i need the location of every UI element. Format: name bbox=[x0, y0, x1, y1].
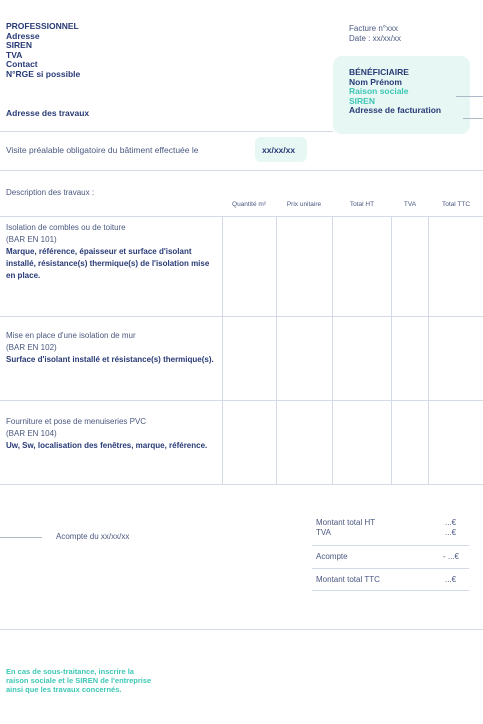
table-column-divider bbox=[391, 216, 392, 484]
deposit-label: Acompte du xx/xx/xx bbox=[56, 532, 130, 541]
table-row bbox=[6, 416, 216, 452]
professional-title: PROFESSIONNEL bbox=[6, 21, 79, 31]
tva-value: ...€ bbox=[445, 528, 457, 537]
beneficiary-title: BÉNÉFICIAIRE bbox=[349, 67, 409, 77]
invoice-info bbox=[349, 24, 401, 44]
invoice-number: Facture n°xxx bbox=[349, 24, 398, 33]
row-title: Mise en place d'une isolation de mur bbox=[6, 331, 136, 340]
divider bbox=[0, 170, 483, 171]
table-column-divider bbox=[332, 216, 333, 484]
callout-line bbox=[463, 118, 483, 119]
table-row bbox=[6, 222, 216, 282]
row-code: (BAR EN 101) bbox=[6, 235, 57, 244]
beneficiary-company: Raison sociale bbox=[349, 86, 409, 97]
table-row-divider bbox=[0, 216, 483, 217]
professional-rge: N°RGE si possible bbox=[6, 68, 81, 79]
total-ttc-label: Montant total TTC bbox=[316, 575, 380, 584]
acompte-value: - ...€ bbox=[443, 552, 460, 561]
row-code: (BAR EN 102) bbox=[6, 343, 57, 352]
callout-line bbox=[0, 537, 42, 538]
professional-siren: SIREN bbox=[6, 40, 32, 51]
row-code: (BAR EN 104) bbox=[6, 429, 57, 438]
column-header-total-ttc: Total TTC bbox=[441, 201, 471, 208]
total-ht-label: Montant total HT bbox=[316, 518, 376, 527]
callout-line bbox=[456, 96, 483, 97]
table-row-divider bbox=[0, 316, 483, 317]
divider bbox=[0, 131, 333, 132]
row-detail: Surface d'isolant installé et résistance(s) thermique(s). bbox=[6, 355, 214, 364]
beneficiary-siren: SIREN bbox=[349, 95, 375, 106]
row-title: Fourniture et pose de menuiseries PVC bbox=[6, 417, 147, 426]
invoice-date: Date : xx/xx/xx bbox=[349, 34, 402, 43]
acompte-label: Acompte bbox=[316, 552, 348, 561]
divider bbox=[312, 545, 469, 546]
total-ht-value: ...€ bbox=[445, 518, 457, 527]
work-address: Adresse des travaux bbox=[6, 108, 90, 118]
visit-label: Visite préalable obligatoire du bâtiment effectuée le bbox=[6, 145, 199, 155]
column-header-total-ht: Total HT bbox=[349, 201, 375, 208]
table-title: Description des travaux : bbox=[6, 188, 95, 197]
subcontracting-note: En cas de sous-traitance, inscrire la raison sociale et le SIREN de l'entreprise ainsi que les travaux concernés. bbox=[6, 667, 152, 694]
row-title: Isolation de combles ou de toiture bbox=[6, 223, 126, 232]
visit-date[interactable]: xx/xx/xx bbox=[262, 145, 296, 155]
beneficiary-info bbox=[349, 68, 441, 116]
table-column-divider bbox=[276, 216, 277, 484]
total-ttc-value: ...€ bbox=[445, 575, 457, 584]
tva-label: TVA bbox=[316, 528, 331, 537]
table-row bbox=[6, 330, 216, 366]
divider bbox=[312, 568, 469, 569]
table-row-divider bbox=[0, 400, 483, 401]
divider bbox=[0, 629, 483, 630]
divider bbox=[312, 590, 469, 591]
column-header-tva: TVA bbox=[403, 201, 417, 208]
table-column-divider bbox=[222, 216, 223, 484]
professional-tva: TVA bbox=[6, 49, 23, 60]
professional-address: Adresse bbox=[6, 30, 40, 41]
table-column-divider bbox=[428, 216, 429, 484]
row-detail: Marque, référence, épaisseur et surface d'isolant installé, résistance(s) thermique(s) de l'isolation mise en place. bbox=[6, 247, 210, 280]
table-row-divider bbox=[0, 484, 483, 485]
beneficiary-name: Nom Prénom bbox=[349, 76, 402, 87]
professional-info bbox=[6, 22, 80, 80]
row-detail: Uw, Sw, localisation des fenêtres, marque, référence. bbox=[6, 441, 208, 450]
column-header-unit-price: Prix unitaire bbox=[286, 201, 322, 208]
professional-contact: Contact bbox=[6, 59, 38, 70]
beneficiary-billing: Adresse de facturation bbox=[349, 105, 442, 116]
column-header-quantity: Quantité m² bbox=[232, 201, 266, 208]
